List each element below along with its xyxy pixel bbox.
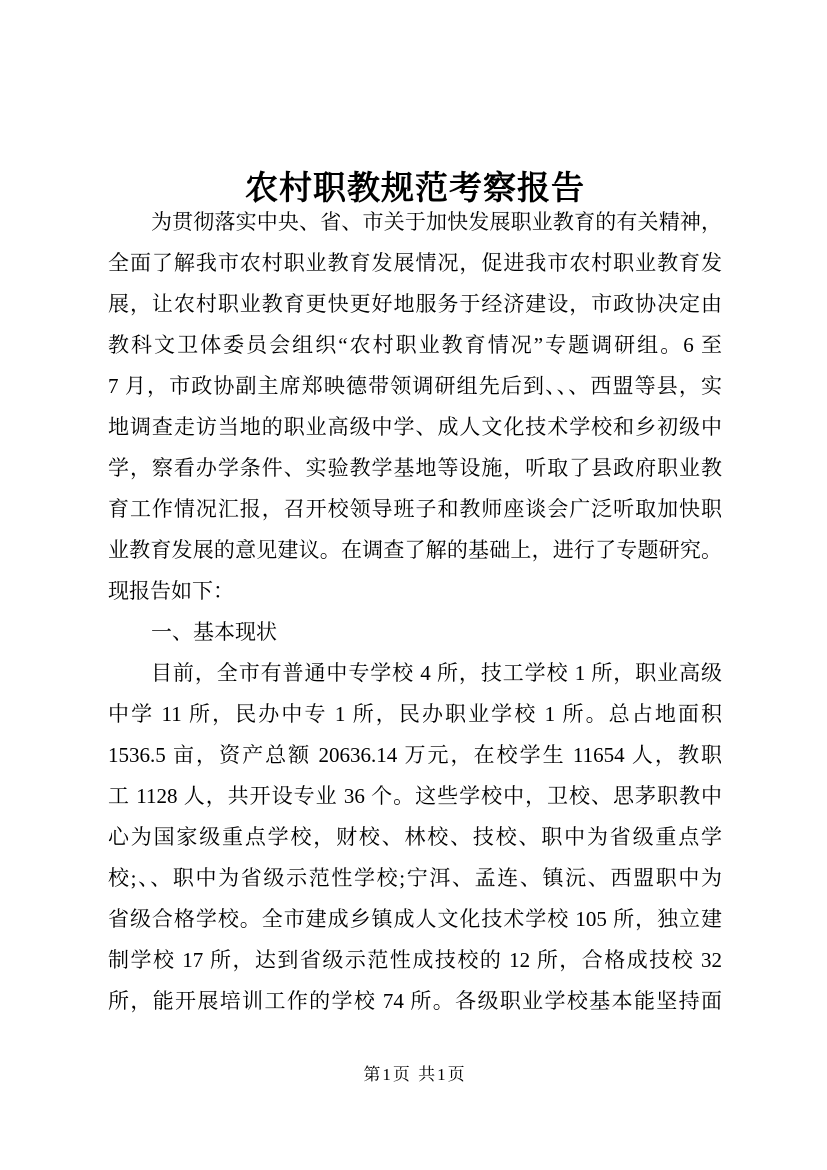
document-line: 展，让农村职业教育更快更好地服务于经济建设，市政协决定由 xyxy=(108,292,722,316)
document-line: 心为国家级重点学校，财校、林校、技校、职中为省级重点学 xyxy=(108,825,722,849)
document-line: 目前，全市有普通中专学校 4 所，技工学校 1 所，职业高级 xyxy=(151,661,722,685)
document-line: 一、基本现状 xyxy=(151,620,277,644)
document-line: 学，察看办学条件、实验教学基地等设施，听取了县政府职业教 xyxy=(108,456,722,480)
document-line: 工 1128 人，共开设专业 36 个。这些学校中，卫校、思茅职教中 xyxy=(108,784,722,808)
document-line: 校;、、职中为省级示范性学校;宁洱、孟连、镇沅、西盟职中为 xyxy=(108,866,722,890)
document-line: 地调查走访当地的职业高级中学、成人文化技术学校和乡初级中 xyxy=(108,415,722,439)
document-title: 农村职教规范考察报告 xyxy=(245,171,585,208)
document-line: 7 月，市政协副主席郑映德带领调研组先后到、、、西盟等县，实 xyxy=(108,374,722,398)
document-line: 现报告如下： xyxy=(108,579,234,603)
document-line: 为贯彻落实中央、省、市关于加快发展职业教育的有关精神， xyxy=(151,210,722,234)
document-line: 制学校 17 所，达到省级示范性成技校的 12 所，合格成技校 32 xyxy=(108,948,722,972)
document-line: 省级合格学校。全市建成乡镇成人文化技术学校 105 所，独立建 xyxy=(108,907,722,931)
document-line: 教科文卫体委员会组织“农村职业教育情况”专题调研组。6 至 xyxy=(108,333,722,357)
document-line: 全面了解我市农村职业教育发展情况，促进我市农村职业教育发 xyxy=(108,251,722,275)
document-body xyxy=(108,202,722,1022)
page-number-footer: 第1页 共1页 xyxy=(363,1065,467,1084)
document-line: 1536.5 亩，资产总额 20636.14 万元，在校学生 11654 人，教职 xyxy=(108,743,722,767)
document-line: 中学 11 所，民办中专 1 所，民办职业学校 1 所。总占地面积 xyxy=(108,702,722,726)
document-line: 育工作情况汇报，召开校领导班子和教师座谈会广泛听取加快职 xyxy=(108,497,722,521)
document-line: 业教育发展的意见建议。在调查了解的基础上，进行了专题研究。 xyxy=(108,538,722,562)
document-line: 所，能开展培训工作的学校 74 所。各级职业学校基本能坚持面 xyxy=(108,989,722,1013)
